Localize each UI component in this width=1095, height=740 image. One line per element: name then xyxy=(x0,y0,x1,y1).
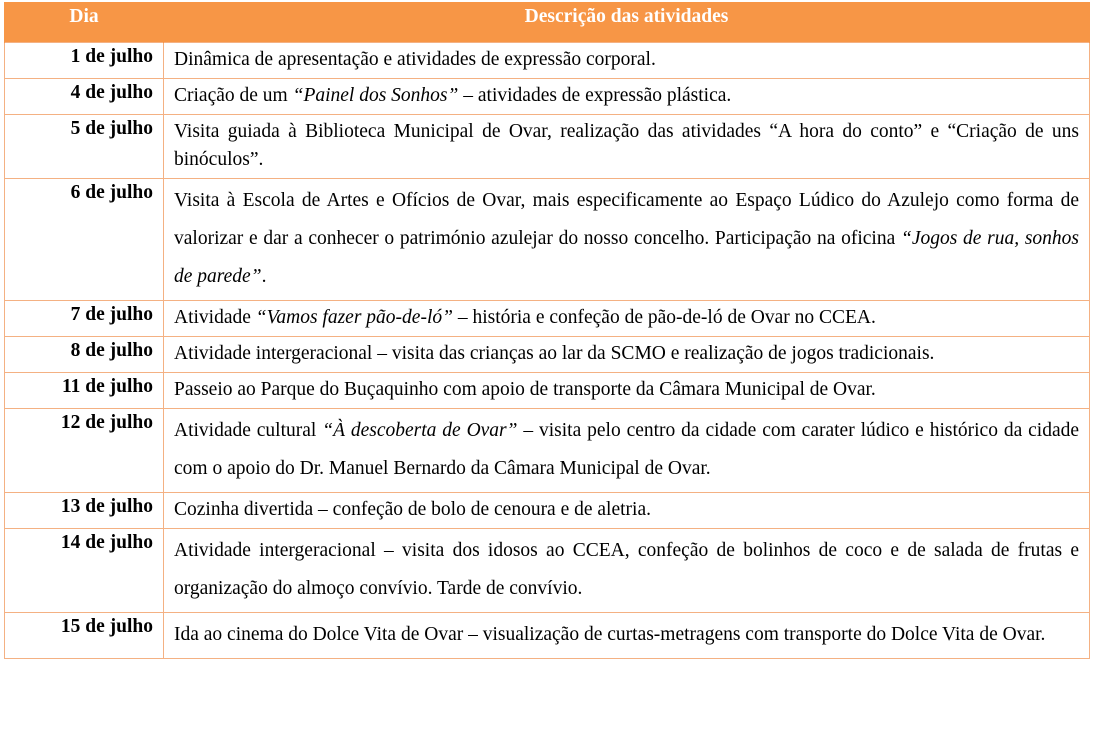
header-day: Dia xyxy=(5,2,164,43)
row-day: 8 de julho xyxy=(5,337,164,373)
description-text: Passeio ao Parque do Buçaquinho com apoio de transporte da Câmara Municipal de Ovar. xyxy=(174,379,876,400)
table-body xyxy=(5,43,1090,659)
row-description xyxy=(164,79,1090,115)
row-description xyxy=(164,613,1090,659)
row-description xyxy=(164,301,1090,337)
row-day: 7 de julho xyxy=(5,301,164,337)
row-day: 1 de julho xyxy=(5,43,164,79)
description-text: Dinâmica de apresentação e atividades de expressão corporal. xyxy=(174,49,656,70)
description-text: Visita à Escola de Artes e Ofícios de Ovar, mais especificamente ao Espaço Lúdico do Azulejo como forma de valorizar e dar a conhecer o património azulejar do nosso concelho. Participação na oficina xyxy=(174,190,1079,249)
row-day: 14 de julho xyxy=(5,529,164,613)
table-row xyxy=(5,301,1090,337)
table-row xyxy=(5,115,1090,179)
table-row xyxy=(5,409,1090,493)
table-row xyxy=(5,179,1090,301)
row-description xyxy=(164,43,1090,79)
table-row xyxy=(5,613,1090,659)
table-row xyxy=(5,493,1090,529)
description-text: Visita guiada à Biblioteca Municipal de Ovar, realização das atividades “A hora do conto” e “Criação de uns binóculos”. xyxy=(174,121,1079,170)
description-italic-text: “Painel dos Sonhos” xyxy=(292,85,459,106)
table-row xyxy=(5,79,1090,115)
description-text: – história e confeção de pão-de-ló de Ovar no CCEA. xyxy=(452,307,876,328)
row-description xyxy=(164,115,1090,179)
description-italic-text: “Jogos de rua, sonhos de parede” xyxy=(174,228,1079,287)
row-day: 15 de julho xyxy=(5,613,164,659)
table-row xyxy=(5,337,1090,373)
description-text: – atividades de expressão plástica. xyxy=(458,85,732,106)
description-text: Cozinha divertida – confeção de bolo de cenoura e de aletria. xyxy=(174,499,651,520)
row-day: 5 de julho xyxy=(5,115,164,179)
description-text: Criação de um xyxy=(174,85,293,106)
table-row xyxy=(5,43,1090,79)
row-day: 11 de julho xyxy=(5,373,164,409)
table-row xyxy=(5,373,1090,409)
row-description xyxy=(164,529,1090,613)
row-description xyxy=(164,373,1090,409)
description-text: Atividade cultural xyxy=(174,420,323,441)
header-description: Descrição das atividades xyxy=(164,2,1090,43)
row-day: 4 de julho xyxy=(5,79,164,115)
row-description xyxy=(164,409,1090,493)
description-text: . xyxy=(261,266,267,287)
row-day: 12 de julho xyxy=(5,409,164,493)
activities-table xyxy=(4,2,1090,659)
row-description xyxy=(164,179,1090,301)
description-text: Ida ao cinema do Dolce Vita de Ovar – visualização de curtas-metragens com transporte do Dolce Vita de Ovar. xyxy=(174,624,1046,645)
table-header-row xyxy=(5,2,1090,43)
description-italic-text: “À descoberta de Ovar” xyxy=(322,420,518,441)
description-italic-text: “Vamos fazer pão-de-ló” xyxy=(255,307,453,328)
description-text: Atividade intergeracional – visita dos idosos ao CCEA, confeção de bolinhos de coco e de salada de frutas e organização do almoço convívio. Tarde de convívio. xyxy=(174,540,1079,599)
description-text: – visita pelo centro da cidade com carater lúdico e histórico da cidade com o apoio do Dr. Manuel Bernardo da Câmara Municipal de Ovar. xyxy=(174,420,1079,479)
description-text: Atividade xyxy=(174,307,256,328)
row-description xyxy=(164,337,1090,373)
table-row xyxy=(5,529,1090,613)
row-description xyxy=(164,493,1090,529)
row-day: 13 de julho xyxy=(5,493,164,529)
description-text: Atividade intergeracional – visita das crianças ao lar da SCMO e realização de jogos tradicionais. xyxy=(174,343,935,364)
row-day: 6 de julho xyxy=(5,179,164,301)
